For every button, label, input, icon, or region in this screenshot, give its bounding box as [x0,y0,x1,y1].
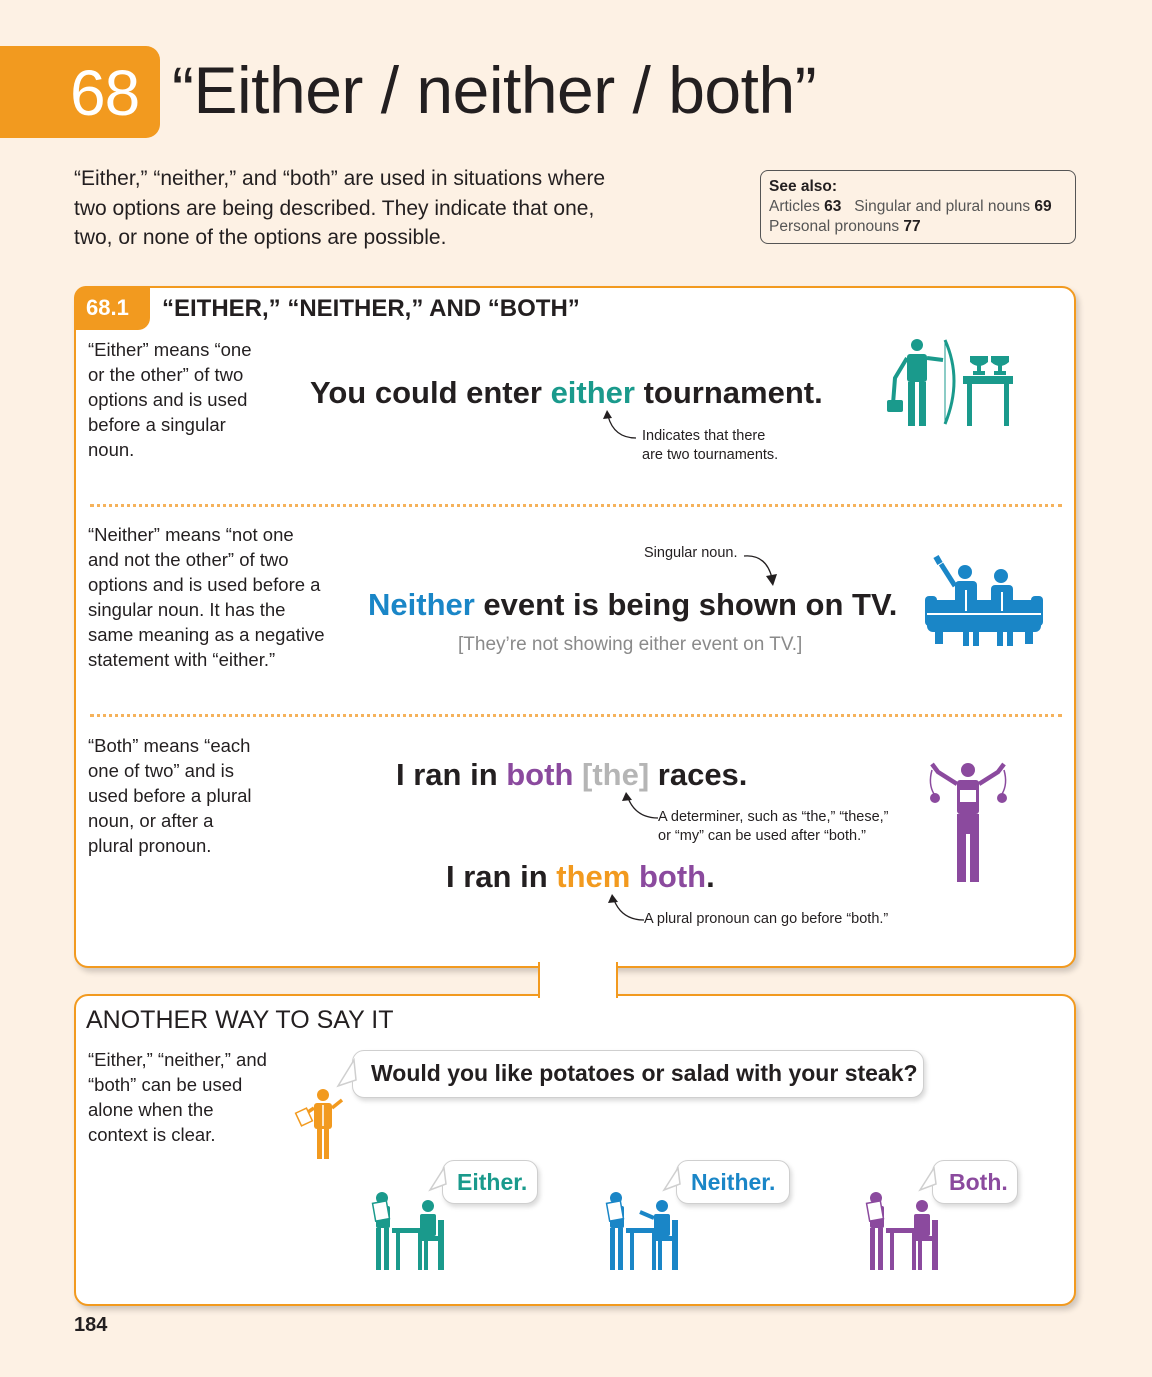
page-title: “Either / neither / both” [172,53,817,127]
panel-connector-inner [538,966,618,998]
either-note-arrow [600,410,640,442]
both-note-2-arrow [598,894,646,926]
page-number: 184 [74,1314,108,1336]
see-also-articles-num: 63 [824,198,842,215]
both-sentence-1 [396,757,747,793]
chapter-number-tab [0,46,160,138]
another-way-description: “Either,” “neither,” and “both” can be used alone when the context is clear. [88,1049,267,1145]
intro-text: “Either,” “neither,” and “both” are used in situations where two options are being described. They indicate that one, two, or none of the options are possible. [74,167,606,249]
both-note-1-arrow [612,792,660,824]
either-note [642,427,778,465]
both-note-2: A plural pronoun can go before “both.” [644,911,889,927]
question-bubble-tail [336,1058,358,1092]
neither-note: Singular noun. [644,545,738,561]
question-bubble: Would you like potatoes or salad with your steak? [352,1050,924,1098]
either-keyword: either [550,375,635,410]
see-also-line-1 [769,197,1067,217]
either-description: “Either” means “one or the other” of two options and is used before a singular noun. [88,339,252,460]
both-sentence-2-post: . [706,859,715,894]
archer-with-trophies-icon [885,338,1015,430]
both-keyword-1: both [506,757,574,792]
see-also-pronouns-num: 77 [903,218,921,235]
both-pronoun: them [556,859,631,894]
divider-2 [90,714,1062,717]
see-also-nouns[interactable]: Singular and plural nouns [854,198,1035,215]
neither-note-arrow [742,548,782,588]
see-also-heading: See also: [769,178,838,195]
both-keyword-2: both [630,859,707,894]
section-number-tab [74,286,150,330]
either-note-line-1: Indicates that there [642,428,766,444]
waiter-icon [296,1088,350,1160]
diner-blue-icon [606,1190,680,1272]
answer-either-bubble: Either. [442,1160,538,1204]
another-way-heading: ANOTHER WAY TO SAY IT [86,1006,394,1034]
see-also-line-2 [769,217,1067,237]
section-number: 68.1 [86,295,129,320]
see-also-articles[interactable]: Articles [769,198,825,215]
both-sentence-2-pre: I ran in [446,859,557,894]
both-note-1-line-2: or “my” can be used after “both.” [658,828,866,844]
either-sentence-post: tournament. [634,375,823,410]
both-optional-determiner: [the] [573,757,650,792]
either-note-line-2: are two tournaments. [642,447,779,463]
both-sentence-2 [446,859,715,895]
diner-purple-icon [866,1190,940,1272]
either-sentence [310,375,823,411]
both-note-1 [658,808,889,846]
see-also-box [760,170,1076,244]
runner-with-medals-icon [926,762,1010,886]
neither-sentence [368,587,897,623]
both-sentence-1-post: races. [649,757,748,792]
neither-paraphrase: [They’re not showing either event on TV.] [458,634,803,655]
section-title: “EITHER,” “NEITHER,” AND “BOTH” [162,295,580,322]
divider-1 [90,504,1062,507]
see-also-nouns-num: 69 [1034,198,1052,215]
either-sentence-pre: You could enter [310,375,551,410]
answer-both-bubble: Both. [932,1160,1018,1204]
diner-teal-icon [372,1190,446,1272]
chapter-number: 68 [70,57,140,129]
answer-neither-bubble: Neither. [676,1160,790,1204]
see-also-pronouns[interactable]: Personal pronouns [769,218,904,235]
neither-keyword: Neither [368,587,475,622]
neither-description: “Neither” means “not one and not the other” of two options and is used before a singular noun. It has the same meaning as a negative statement with “either.” [88,524,325,670]
both-sentence-1-pre: I ran in [396,757,507,792]
both-description: “Both” means “each one of two” and is used before a plural noun, or after a plural pronoun. [88,735,252,856]
neither-sentence-post: event is being shown on TV. [474,587,898,622]
both-note-1-line-1: A determiner, such as “the,” “these,” [658,809,889,825]
sofa-fans-icon [925,556,1043,648]
